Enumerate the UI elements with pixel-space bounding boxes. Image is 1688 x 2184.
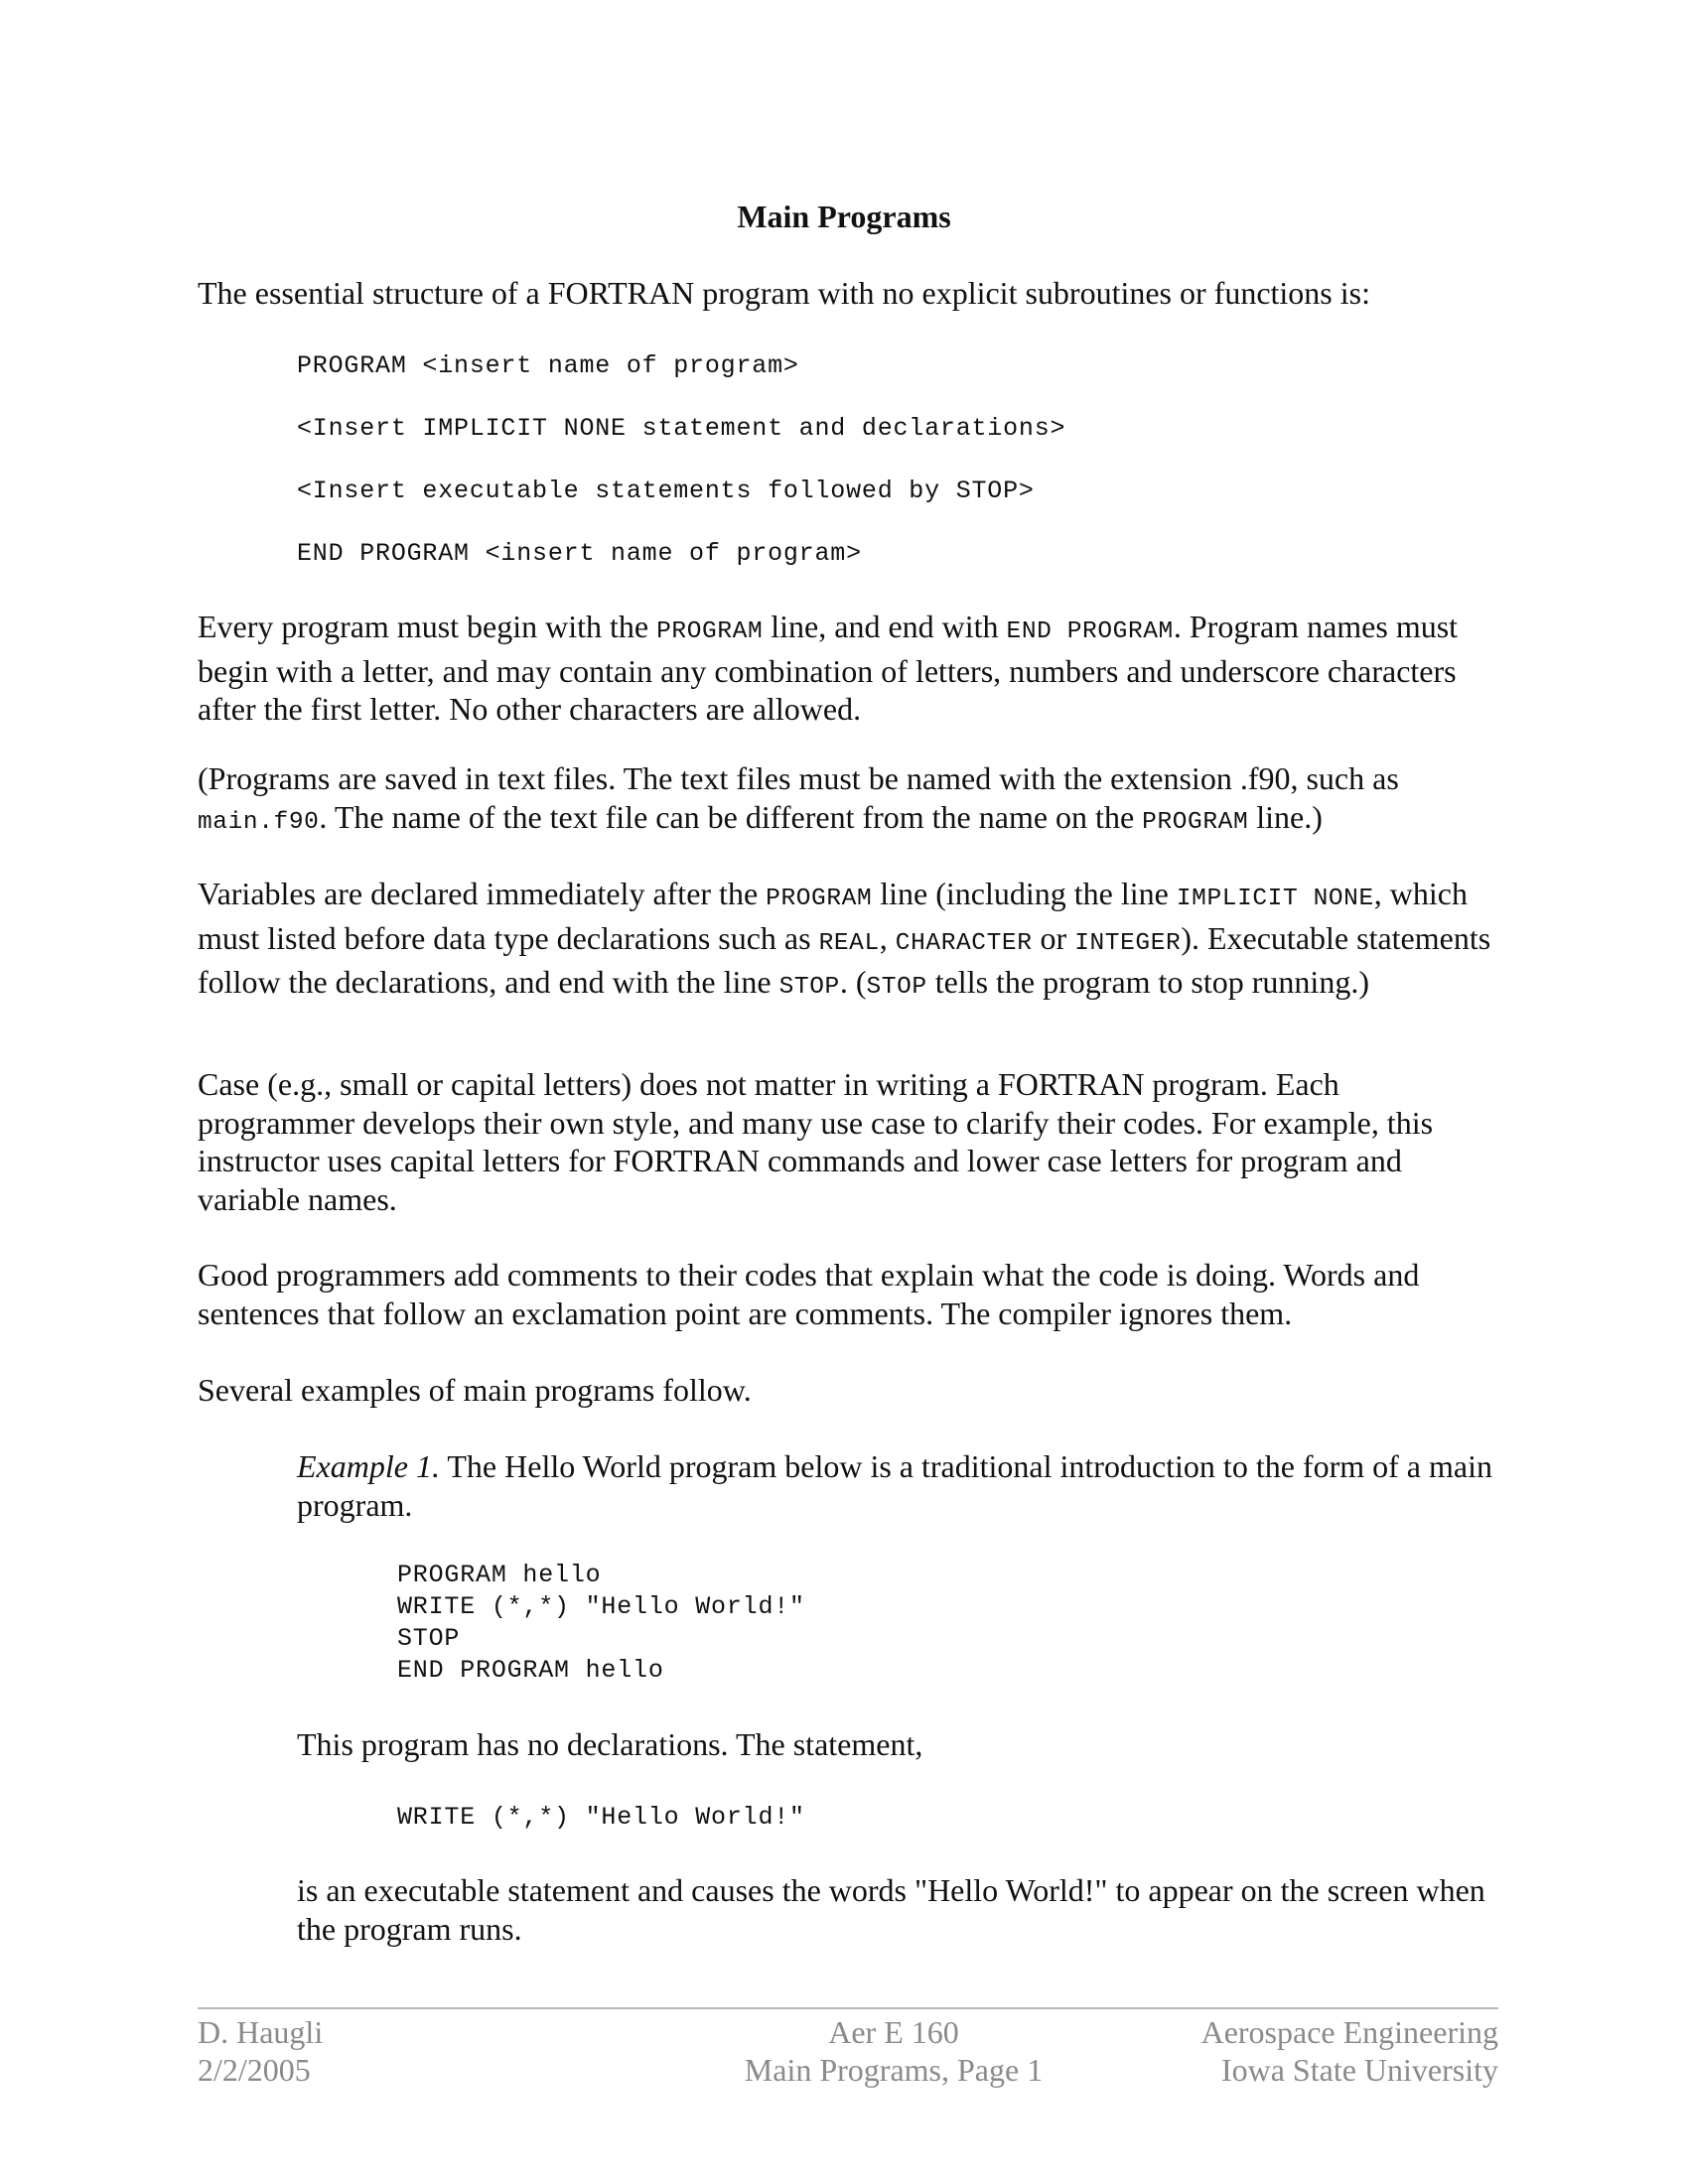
text: . ( <box>839 964 867 1000</box>
inline-code: STOP <box>866 974 927 1001</box>
intro-paragraph: The essential structure of a FORTRAN program with no explicit subroutines or functions is: <box>198 275 1370 311</box>
footer-university: Iowa State University <box>1220 2052 1498 2088</box>
paragraph-case: Case (e.g., small or capital letters) does not matter in writing a FORTRAN program. Each programmer develops their own style, and many use case to clarify their codes. For example, this instructor uses capital letters for FORTRAN commands and lower case letters for program and variable names. <box>198 1066 1434 1217</box>
inline-code: PROGRAM <box>1142 808 1249 836</box>
paragraph-program-line <box>198 608 1498 729</box>
footer-author: D. Haugli <box>198 2014 324 2050</box>
text: , which must listed before data type declarations such as <box>198 876 1468 956</box>
example-label: Example 1. <box>297 1448 440 1484</box>
inline-code: INTEGER <box>1074 929 1182 957</box>
code-line: WRITE (*,*) "Hello World!" <box>397 1592 805 1621</box>
footer-right <box>1201 2013 1498 2089</box>
text: tells the program to stop running.) <box>926 964 1369 1000</box>
text: ). Executable statements follow the declarations, and end with the line <box>198 919 1491 1000</box>
inline-code: CHARACTER <box>895 929 1033 957</box>
inline-code: PROGRAM <box>656 618 764 645</box>
paragraph-text-files <box>198 759 1498 842</box>
structure-line-3: <Insert executable statements followed by STOP> <box>297 477 1035 505</box>
text: . Program names must begin with a letter, and may contain any combination of letters, numbers and underscore characters after the first letter. No other characters are allowed. <box>198 609 1459 727</box>
footer-divider <box>198 2007 1498 2009</box>
footer-center <box>695 2013 1092 2089</box>
footer-left <box>198 2013 323 2089</box>
inline-code: PROGRAM <box>766 886 873 912</box>
structure-line-2: <Insert IMPLICIT NONE statement and declarations> <box>297 414 1066 443</box>
page-title: Main Programs <box>737 199 951 234</box>
text: , <box>879 919 896 956</box>
example-1-closing: is an executable statement and causes the words "Hello World!" to appear on the screen when the program runs. <box>297 1872 1485 1947</box>
footer-page-number: Main Programs, Page 1 <box>744 2052 1044 2088</box>
footer-course: Aer E 160 <box>828 2014 959 2050</box>
paragraph-comments: Good programmers add comments to their codes that explain what the code is doing. Words and sentences that follow an exclamation point are comments. The compiler ignores them. <box>198 1257 1420 1331</box>
text: Variables are declared immediately after the <box>198 876 767 911</box>
footer-date: 2/2/2005 <box>198 2052 311 2088</box>
inline-code: REAL <box>818 929 880 957</box>
structure-line-1: PROGRAM <insert name of program> <box>297 351 799 380</box>
text: line.) <box>1248 798 1323 835</box>
text: Every program must begin with the <box>198 609 657 644</box>
inline-code: main.f90 <box>198 808 320 836</box>
structure-line-4: END PROGRAM <insert name of program> <box>297 539 862 568</box>
example-1-statement: WRITE (*,*) "Hello World!" <box>397 1803 805 1832</box>
paragraph-declarations <box>198 875 1498 1008</box>
inline-code: END PROGRAM <box>1006 618 1174 645</box>
text: or <box>1032 919 1075 956</box>
text: The Hello World program below is a traditional introduction to the form of a main program. <box>297 1448 1492 1523</box>
text: . The name of the text file can be different from the name on the <box>319 798 1143 835</box>
example-1-after-code: This program has no declarations. The statement, <box>297 1726 923 1762</box>
inline-code: STOP <box>778 974 840 1001</box>
code-line: STOP <box>397 1624 461 1653</box>
footer-department: Aerospace Engineering <box>1200 2014 1498 2050</box>
inline-code: IMPLICIT NONE <box>1176 886 1374 912</box>
text: (Programs are saved in text files. The text files must be named with the extension .f90, such as <box>198 760 1399 796</box>
code-line: END PROGRAM hello <box>397 1656 664 1685</box>
code-line: PROGRAM hello <box>397 1561 602 1589</box>
example-1-description <box>297 1447 1508 1524</box>
text: line, and end with <box>763 609 1007 644</box>
text: line (including the line <box>872 876 1177 911</box>
paragraph-examples-intro: Several examples of main programs follow. <box>198 1372 752 1408</box>
